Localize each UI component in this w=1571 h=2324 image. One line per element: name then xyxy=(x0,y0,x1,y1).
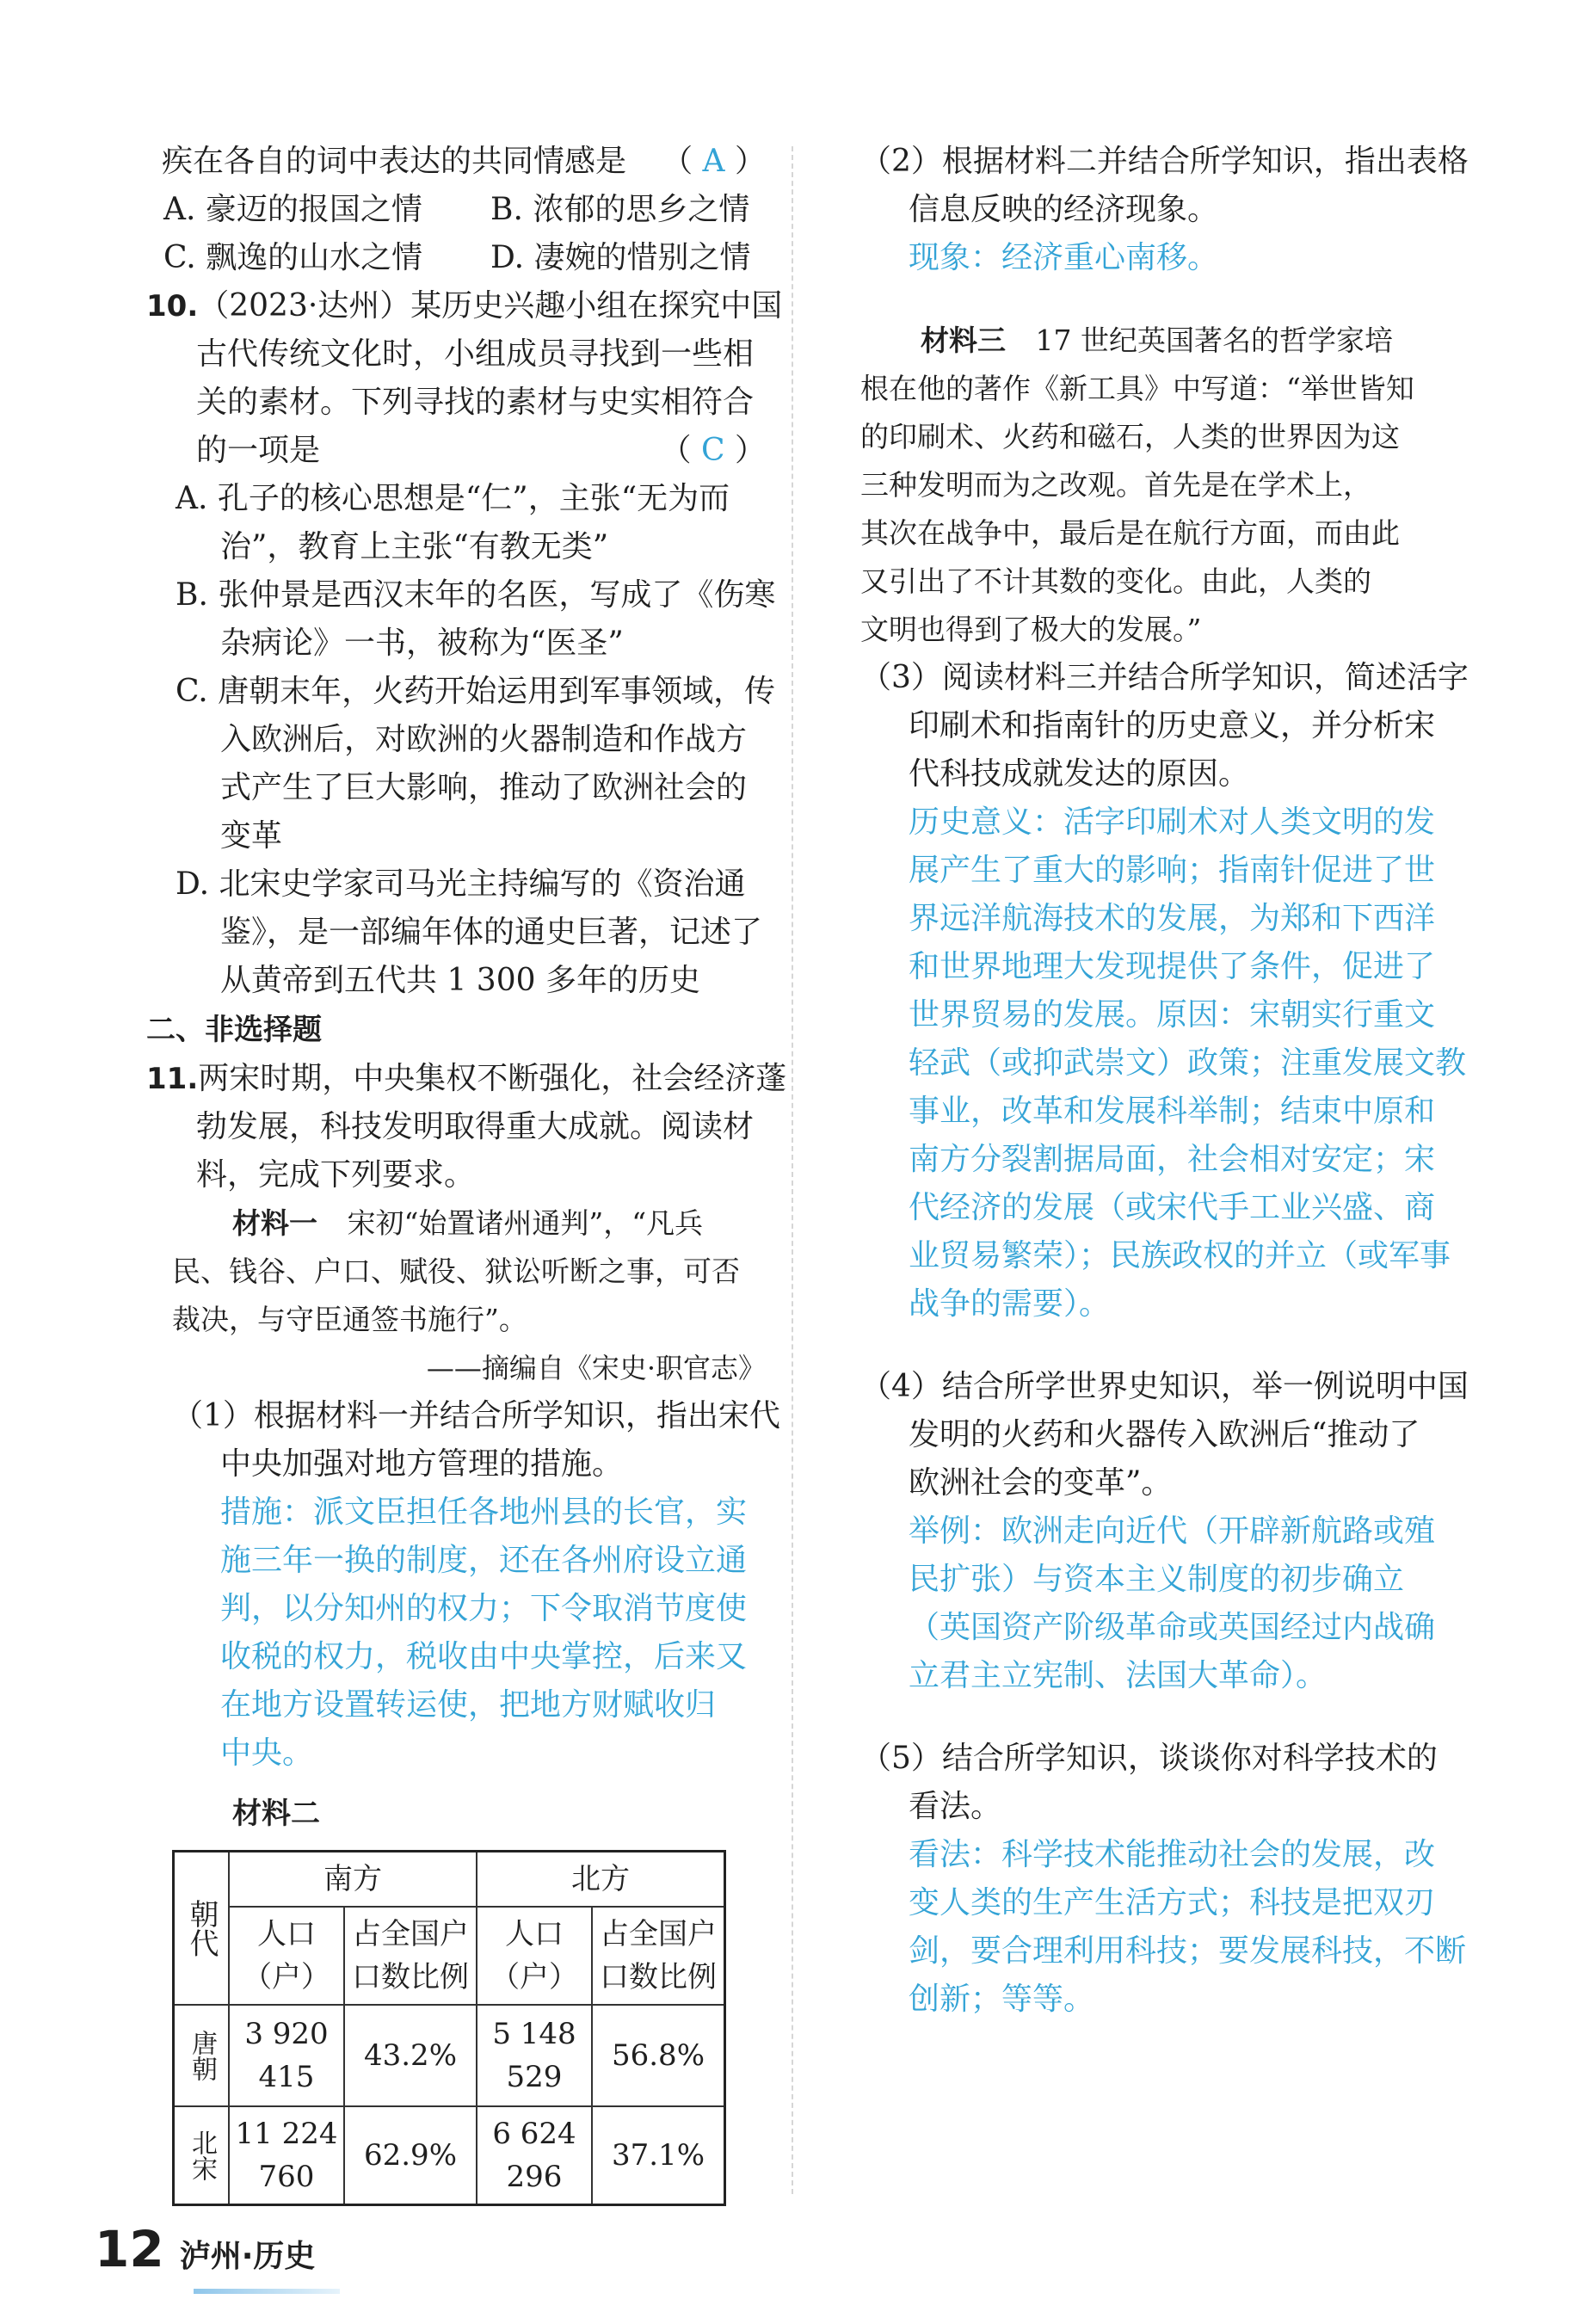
sub-answer-3-line-11: 战争的需要）。 xyxy=(909,1286,1111,1322)
q11-line-3: 料，完成下列要求。 xyxy=(196,1157,476,1193)
material-1-source: ——摘编自《宋史·职官志》 xyxy=(426,1352,766,1384)
sub-answer-5-line-2: 变人类的生产生活方式；科技是把双刃 xyxy=(909,1885,1436,1920)
q10-option-c-line-2: 入欧洲后，对欧洲的火器制造和作战方 xyxy=(220,722,748,757)
spacer xyxy=(860,282,1454,317)
material-3-line-3: 的印刷术、火药和磁石，人类的世界因为这 xyxy=(860,420,1400,453)
paren-open: （ xyxy=(662,144,693,179)
paren-open: （ xyxy=(660,433,692,468)
table-row xyxy=(174,2106,725,2205)
row-north-ratio: 37.1% xyxy=(592,2106,725,2205)
q9-answer-paren xyxy=(662,138,766,186)
q10-option-c-line-3: 式产生了巨大影响，推动了欧洲社会的 xyxy=(220,770,748,805)
sub-answer-3-line-7: 事业，改革和发展科举制；结束中原和 xyxy=(909,1094,1436,1129)
material-3-line-6: 又引出了不计其数的变化。由此，人类的 xyxy=(860,564,1371,598)
sub-answer-3-line-9: 代经济的发展（或宋代手工业兴盛、商 xyxy=(909,1190,1436,1225)
sub-question-2-line-2: 信息反映的经济现象。 xyxy=(909,192,1219,227)
table-subheader-row xyxy=(174,1907,725,2005)
q9-stem-line xyxy=(146,138,766,186)
material-1-line-2: 民、钱谷、户口、赋役、狱讼听断之事，可否 xyxy=(172,1254,740,1288)
material-1-line-1 xyxy=(146,1199,766,1248)
q10-line-2: 古代传统文化时，小组成员寻找到一些相 xyxy=(196,336,755,372)
q9-option-c: C. 飘逸的山水之情 xyxy=(163,240,423,275)
q10-option-a-line-2: 治”，教育上主张“有教无类” xyxy=(220,529,609,564)
material-3-line-5: 其次在战争中，最后是在航行方面，而由此 xyxy=(860,516,1400,550)
question-10 xyxy=(146,282,783,1005)
sub-answer-4-line-1: 举例：欧洲走向近代（开辟新航路或殖 xyxy=(909,1513,1436,1549)
q10-stem-end: 的一项是 xyxy=(196,433,321,468)
q10-line-4 xyxy=(146,427,766,475)
footer-title: 泸州·历史 xyxy=(179,2239,316,2274)
q10-answer-paren xyxy=(661,427,766,475)
sub-answer-3-line-6: 轻武（或抑武崇文）政策；注重发展文教 xyxy=(909,1045,1467,1081)
sub-question-2-line-1: （2）根据材料二并结合所学知识，指出表格 xyxy=(860,144,1469,179)
paren-close: ） xyxy=(734,144,766,179)
row-dynasty: 北宋 xyxy=(174,2106,230,2205)
column-divider xyxy=(792,146,793,2194)
sub-answer-1-line-2: 施三年一换的制度，还在各州府设立通 xyxy=(220,1543,748,1578)
q10-option-c-line-1: C. 唐朝末年，火药开始运用到军事领域，传 xyxy=(176,674,776,709)
row-south-ratio: 62.9% xyxy=(344,2106,477,2205)
row-south-pop: 11 224 760 xyxy=(229,2106,344,2205)
row-north-pop: 5 148 529 xyxy=(477,2005,592,2106)
row-dynasty: 唐朝 xyxy=(174,2005,230,2106)
left-column xyxy=(146,138,787,2206)
sub-answer-1-line-5: 在地方设置转运使，把地方财赋收归 xyxy=(220,1687,717,1723)
sub-answer-3-line-10: 业贸易繁荣）；民族政权的并立（或军事 xyxy=(909,1238,1451,1273)
sub-question-4-line-2: 发明的火药和火器传入欧洲后“推动了 xyxy=(909,1417,1420,1452)
section-title: 二、非选择题 xyxy=(146,1013,322,1047)
q9-option-d: D. 凄婉的惜别之情 xyxy=(490,240,751,275)
sub-answer-1-line-6: 中央。 xyxy=(220,1735,314,1771)
q10-answer: C xyxy=(700,433,725,468)
header-pop-line-1: 人口 xyxy=(257,1917,316,1951)
page-footer xyxy=(95,2220,315,2278)
sub-answer-1-line-3: 判，以分知州的权力；下令取消节度使 xyxy=(220,1591,748,1626)
sub-question-5-line-2: 看法。 xyxy=(909,1789,1002,1824)
material-3-heading: 材料三 xyxy=(921,324,1006,357)
sub-answer-1-line-1: 措施：派文臣担任各地州县的长官，实 xyxy=(220,1495,748,1530)
row-south-pop: 3 920 415 xyxy=(229,2005,344,2106)
table-header-row xyxy=(174,1852,725,1908)
material-2-heading: 材料二 xyxy=(232,1797,320,1831)
question-11 xyxy=(146,1055,787,2206)
sub-question-1-line-2: 中央加强对地方管理的措施。 xyxy=(220,1446,624,1482)
sub-question-3-line-1: （3）阅读材料三并结合所学知识，简述活字 xyxy=(860,660,1469,695)
sub-answer-5-line-3: 剑，要合理利用科技；要发展科技，不断 xyxy=(909,1933,1467,1969)
sub-answer-4-line-2: 民扩张）与资本主义制度的初步确立 xyxy=(909,1562,1405,1597)
sub-answer-3-line-8: 南方分裂割据局面，社会相对安定；宋 xyxy=(909,1142,1436,1177)
header-south-pop xyxy=(229,1907,344,2005)
sub-answer-4-line-4: 立君主立宪制、法国大革命）。 xyxy=(909,1658,1328,1693)
sub-answer-4-line-3: （英国资产阶级革命或英国经过内战确 xyxy=(909,1610,1436,1645)
q10-line-1 xyxy=(146,282,783,330)
q10-option-d-line-1: D. 北宋史学家司马光主持编写的《资治通 xyxy=(176,866,746,902)
material-3-text: 17 世纪英国著名的哲学家培 xyxy=(1035,324,1393,357)
header-north-ratio xyxy=(592,1907,725,2005)
paren-close: ） xyxy=(734,433,766,468)
q10-option-c-line-4: 变革 xyxy=(220,818,283,854)
material-3-line-1 xyxy=(860,317,1454,365)
material-3-line-7: 文明也得到了极大的发展。” xyxy=(860,613,1202,646)
material-3-line-2: 根在他的著作《新工具》中写道：“举世皆知 xyxy=(860,372,1414,405)
sub-question-5-line-1: （5）结合所学知识，谈谈你对科学技术的 xyxy=(860,1741,1438,1776)
q10-option-b-line-1: B. 张仲景是西汉末年的名医，写成了《伤寒 xyxy=(176,577,776,613)
sub-question-1-line-1: （1）根据材料一并结合所学知识，指出宋代 xyxy=(172,1398,780,1433)
q10-number: 10. xyxy=(146,289,199,324)
header-ratio-line-2: 口数比例 xyxy=(600,1960,717,1994)
material-2-table xyxy=(172,1850,726,2206)
sub-answer-3-line-3: 界远洋航海技术的发展，为郑和下西洋 xyxy=(909,901,1436,936)
sub-answer-2: 现象：经济重心南移。 xyxy=(909,240,1219,275)
header-pop-line-2: （户） xyxy=(243,1960,330,1994)
q10-line-3: 关的素材。下列寻找的素材与史实相符合 xyxy=(196,385,755,420)
material-1-text: 宋初“始置诸州通判”，“凡兵 xyxy=(347,1206,704,1240)
header-ratio-line-2: 口数比例 xyxy=(352,1960,469,1994)
header-ratio-line-1: 占全国户 xyxy=(600,1917,717,1951)
sub-answer-5-line-1: 看法：科学技术能推动社会的发展，改 xyxy=(909,1837,1436,1872)
header-north: 北方 xyxy=(477,1852,725,1908)
material-3-line-4: 三种发明而为之改观。首先是在学术上， xyxy=(860,468,1371,502)
q10-option-b-line-2: 杂病论》一书，被称为“医圣” xyxy=(220,626,624,661)
header-dynasty: 朝代 xyxy=(174,1852,230,2006)
sub-answer-3-line-1: 历史意义：活字印刷术对人类文明的发 xyxy=(909,804,1436,840)
spacer xyxy=(860,1328,1454,1363)
header-south: 南方 xyxy=(229,1852,477,1908)
table-row xyxy=(174,2005,725,2106)
row-north-pop: 6 624 296 xyxy=(477,2106,592,2205)
header-ratio-line-1: 占全国户 xyxy=(352,1917,469,1951)
q11-line-2: 勃发展，科技发明取得重大成就。阅读材 xyxy=(196,1109,755,1144)
sub-question-3-line-3: 代科技成就发达的原因。 xyxy=(909,756,1250,792)
spacer xyxy=(860,1700,1454,1735)
material-1-heading: 材料一 xyxy=(232,1206,317,1240)
q10-option-d-line-2: 鉴》，是一部编年体的通史巨著，记述了 xyxy=(220,915,763,950)
q9-option-a: A. 豪迈的报国之情 xyxy=(163,192,422,227)
sub-answer-3-line-5: 世界贸易的发展。原因：宋朝实行重文 xyxy=(909,997,1436,1033)
q9-answer: A xyxy=(702,144,725,179)
q10-text: （2023·达州）某历史兴趣小组在探究中国 xyxy=(198,288,783,324)
q9-stem: 疾在各自的词中表达的共同情感是 xyxy=(162,144,627,179)
q10-option-a-line-1: A. 孔子的核心思想是“仁”，主张“无为而 xyxy=(176,481,730,516)
header-pop-line-1: 人口 xyxy=(505,1917,564,1951)
question-9-tail xyxy=(146,138,766,282)
q9-options-row-1 xyxy=(146,186,766,234)
q11-line-1 xyxy=(146,1055,787,1103)
header-south-ratio xyxy=(344,1907,477,2005)
sub-answer-1-line-4: 收税的权力，税收由中央掌控，后来又 xyxy=(220,1639,748,1674)
sub-answer-5-line-4: 创新；等等。 xyxy=(909,1982,1095,2017)
q11-text: 两宋时期，中央集权不断强化，社会经济蓬 xyxy=(198,1061,787,1096)
sub-answer-3-line-2: 展产生了重大的影响；指南针促进了世 xyxy=(909,853,1436,888)
sub-question-4-line-1: （4）结合所学世界史知识，举一例说明中国 xyxy=(860,1369,1469,1404)
row-north-ratio: 56.8% xyxy=(592,2005,725,2106)
q9-options-row-2 xyxy=(146,234,766,282)
footer-underline xyxy=(194,2289,340,2294)
header-pop-line-2: （户） xyxy=(490,1960,578,1994)
sub-question-3-line-2: 印刷术和指南针的历史意义，并分析宋 xyxy=(909,708,1436,743)
header-north-pop xyxy=(477,1907,592,2005)
sub-answer-3-line-4: 和世界地理大发现提供了条件，促进了 xyxy=(909,949,1436,984)
q9-option-b: B. 浓郁的思乡之情 xyxy=(490,192,750,227)
sub-question-4-line-3: 欧洲社会的变革”。 xyxy=(909,1465,1173,1501)
page-number: 12 xyxy=(95,2220,164,2278)
q10-option-d-line-3: 从黄帝到五代共 1 300 多年的历史 xyxy=(220,963,700,998)
q11-number: 11. xyxy=(146,1062,199,1096)
right-column xyxy=(860,138,1469,2024)
row-south-ratio: 43.2% xyxy=(344,2005,477,2106)
material-1-line-3: 裁决，与守臣通签书施行”。 xyxy=(172,1303,527,1336)
